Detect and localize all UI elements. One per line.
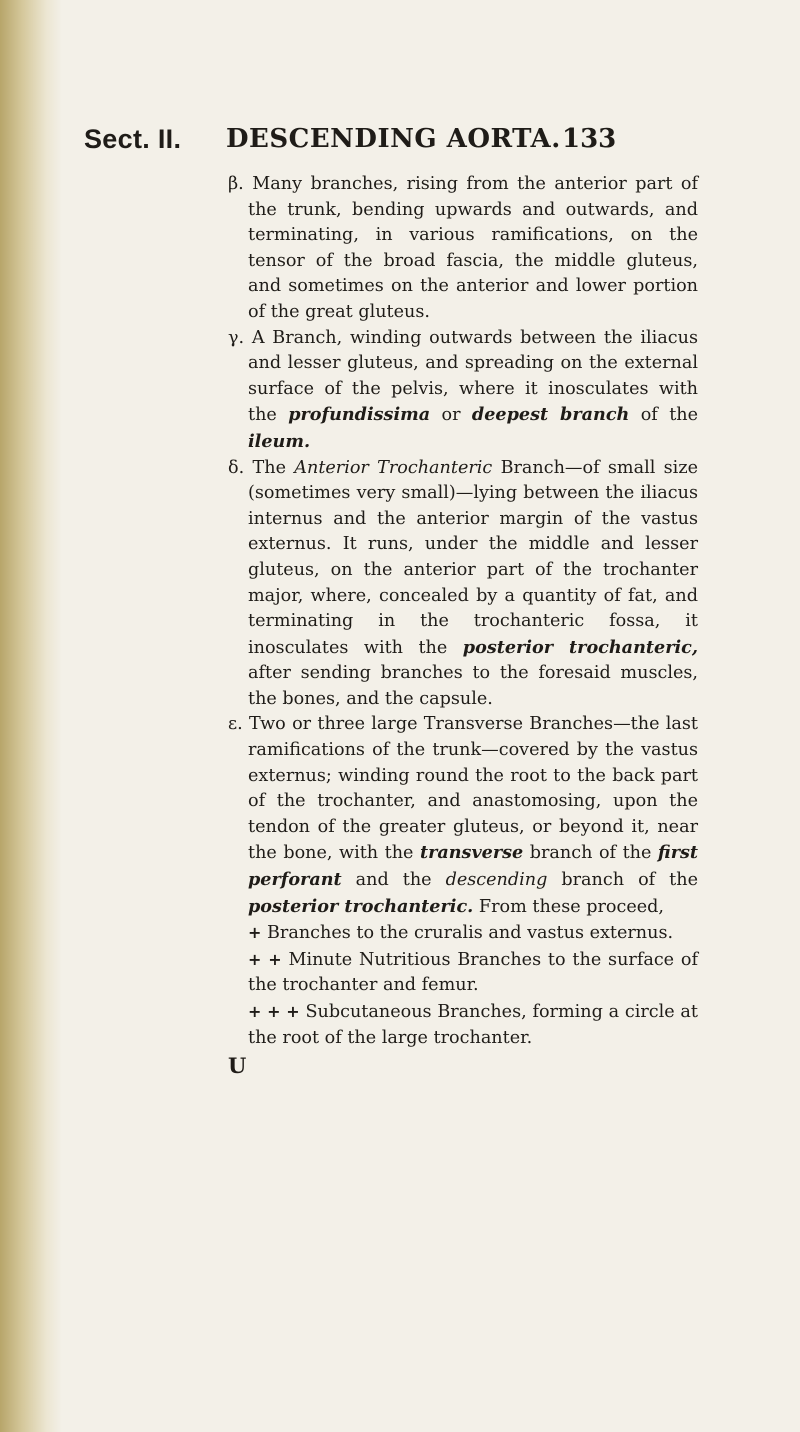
subitem-text: Branches to the cruralis and vastus externus.	[267, 923, 674, 944]
paragraph-delta	[228, 456, 698, 713]
paragraph-marker: δ.	[228, 457, 245, 478]
cross-marker: + +	[248, 949, 282, 969]
subitem-text: Minute Nutritious Branches to the surface of the trochanter and femur.	[248, 949, 698, 996]
paragraph-marker: γ.	[228, 327, 245, 348]
italic-term: posterior trochanteric,	[462, 636, 698, 658]
cross-marker: + + +	[248, 1002, 300, 1021]
section-label: Sect. II.	[84, 124, 182, 154]
italic-term: descending	[445, 870, 548, 891]
page-number: 133	[562, 124, 617, 154]
cross-marker: +	[248, 923, 262, 943]
paragraph-beta	[228, 172, 698, 326]
italic-term: transverse	[419, 842, 524, 864]
signature-line	[228, 1053, 698, 1082]
paragraph-marker: ε.	[228, 714, 243, 735]
subitem-1	[228, 920, 698, 947]
italic-term: posterior trochanteric.	[248, 895, 474, 917]
paragraph-text: and the	[341, 870, 446, 891]
paragraph-text: or	[430, 405, 472, 426]
italic-term: ileum.	[248, 430, 311, 452]
italic-term: profundissima	[288, 404, 431, 426]
paragraph-text: after sending branches to the foresaid muscles, the bones, and the capsule.	[248, 663, 698, 709]
paragraph-text: branch of the	[523, 843, 658, 864]
signature-mark: U	[228, 1053, 247, 1079]
italic-term: first perforant	[248, 842, 698, 891]
body-text	[228, 172, 698, 1082]
paragraph-text: Many branches, rising from the anterior part of the trunk, bending upwards and outwards, and terminating, in various ramifications, on the tensor of the broad fascia, the middle gluteus, and sometimes on the anterior and lower portion of the great gluteus.	[248, 174, 699, 322]
subitem-2	[228, 947, 698, 999]
italic-term: Anterior Trochanteric	[294, 457, 493, 478]
paragraph-text: From these proceed,	[473, 896, 665, 917]
paragraph-gamma	[228, 326, 698, 456]
paragraph-text: branch of the	[547, 870, 698, 891]
paragraph-text: Two or three large Transverse Branches—the last ramifications of the trunk—covered by the vastus externus; winding round the root to the back part of the trochanter, and anastomosing, upon the tendon of the greater gluteus, or beyond it, near the bone, with the	[248, 714, 698, 864]
paragraph-text: of the	[629, 405, 699, 426]
paragraph-text: A Branch, winding outwards between the iliacus and lesser gluteus, and spreading on the external surface of the pelvis, where it inosculates with the	[248, 327, 698, 426]
paragraph-marker: β.	[228, 174, 244, 194]
page-edge-shadow	[0, 0, 62, 1432]
paragraph-text: The	[252, 457, 295, 478]
running-title: DESCENDING AORTA.	[226, 124, 561, 154]
paragraph-epsilon	[228, 712, 698, 920]
page-header	[84, 124, 684, 174]
subitem-text: Subcutaneous Branches, forming a circle at the root of the large trochanter.	[248, 1002, 698, 1048]
paragraph-text: Branch—of small size (sometimes very small)—lying between the iliacus internus and the anterior margin of the vastus externus. It runs, under the middle and lesser gluteus, on the anterior part of the trochanter major, where, concealed by a quantity of fat, and terminating in the trochanteric fossa, it inosculates with the	[248, 457, 698, 658]
subitem-3	[228, 999, 698, 1051]
italic-term: deepest branch	[471, 404, 630, 426]
